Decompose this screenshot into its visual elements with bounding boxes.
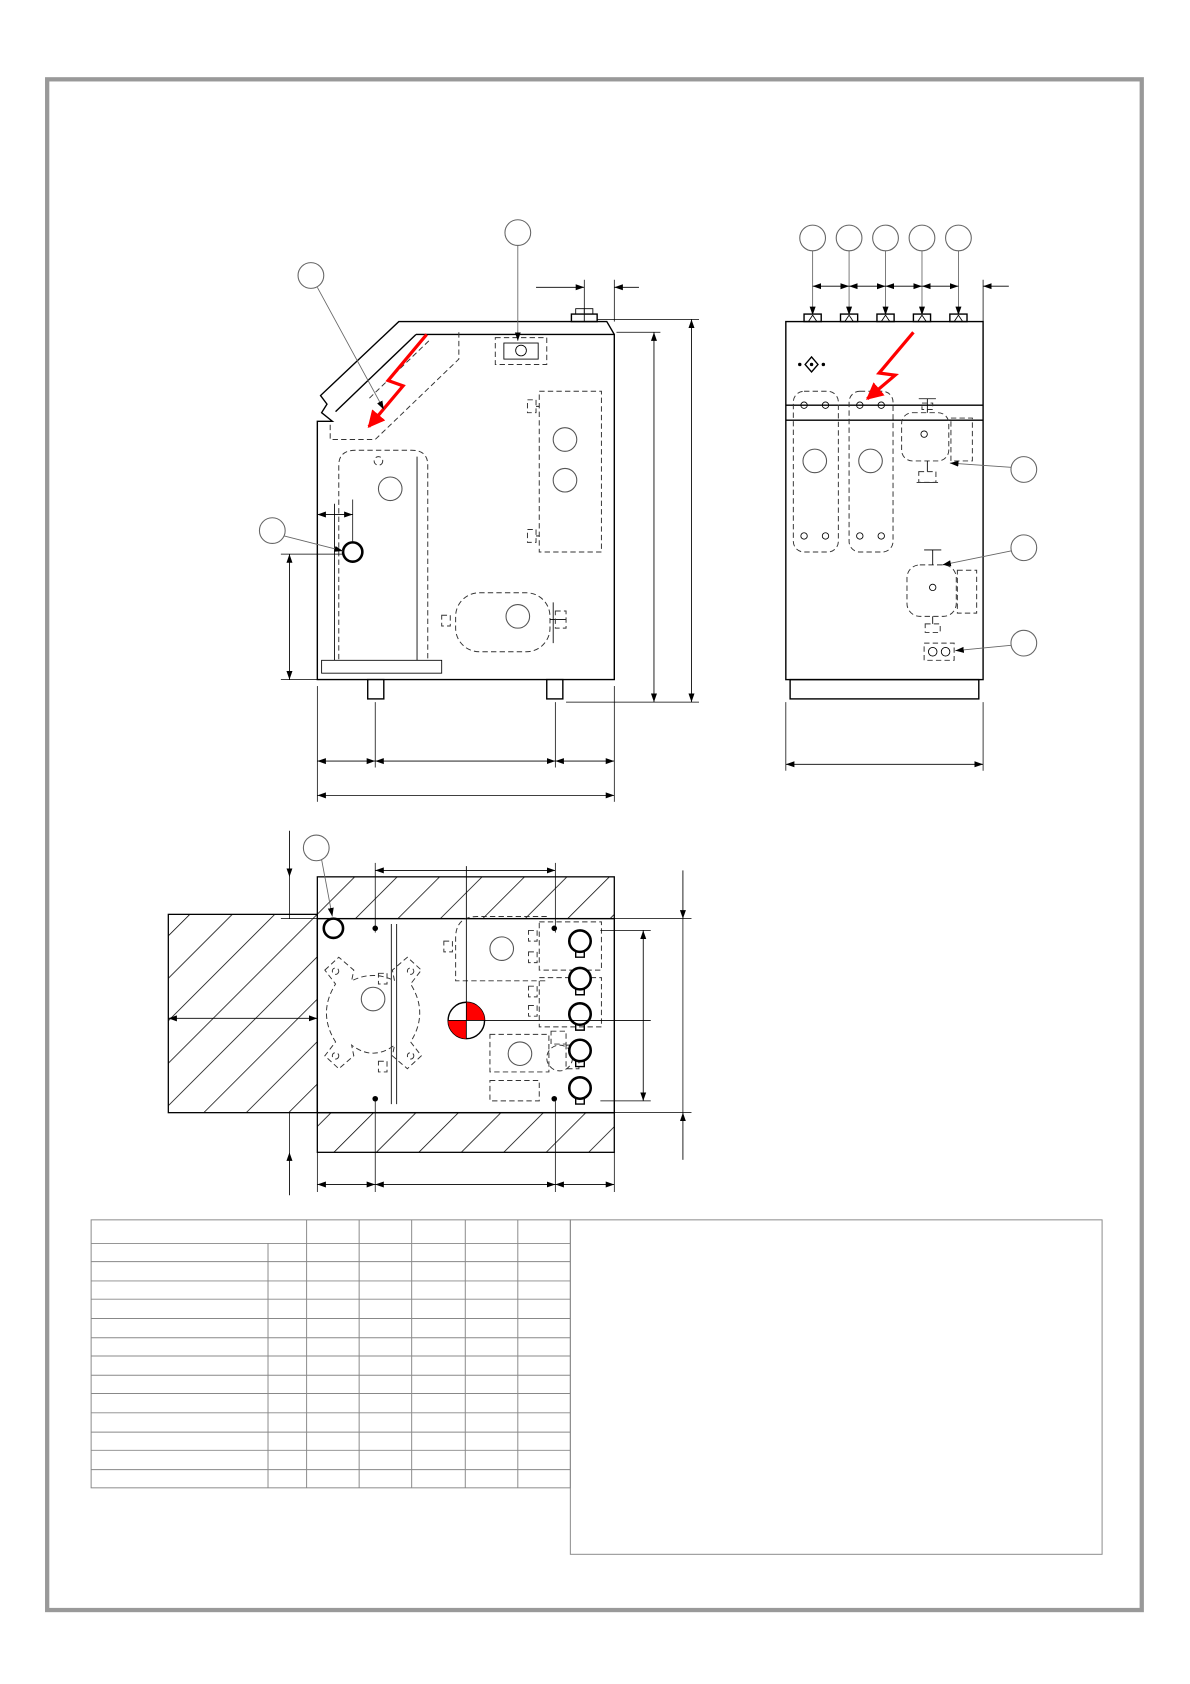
foot-left: [368, 680, 384, 699]
foot-point: [551, 1096, 557, 1102]
connection-5: [950, 314, 967, 322]
balloon-icon: [505, 220, 531, 246]
connection-1: [804, 314, 821, 322]
top-connections: [804, 314, 967, 322]
connection-4: [913, 314, 930, 322]
balloon-icon: [1011, 457, 1037, 483]
front-base: [790, 680, 979, 699]
foot-point: [551, 926, 557, 932]
balloon-icon: [298, 263, 324, 289]
plan-view: [168, 831, 691, 1195]
parts-table: [91, 1220, 570, 1488]
front-view: [786, 225, 1037, 771]
balloon-icon: [873, 225, 899, 251]
clearance-zone-left: [168, 914, 317, 1112]
notes-box: [570, 1220, 1102, 1554]
sheet-frame: [47, 79, 1142, 1610]
balloon-icon: [1011, 630, 1037, 656]
balloon-icon: [909, 225, 935, 251]
lift-point-marker: [343, 542, 362, 561]
flue-outlet: [324, 919, 343, 938]
side-view: [259, 220, 699, 802]
balloon-icon: [1011, 535, 1037, 561]
balloon-icon: [836, 225, 862, 251]
foot-right: [547, 680, 563, 699]
clearance-zone-top: [317, 877, 614, 919]
balloon-icon: [946, 225, 972, 251]
clearance-zone-bottom: [317, 1113, 614, 1153]
side-body-outline: [317, 322, 614, 680]
connection-2: [841, 314, 858, 322]
connection-3: [877, 314, 894, 322]
balloon-icon: [303, 835, 329, 861]
balloon-icon: [259, 518, 285, 544]
balloon-icon: [800, 225, 826, 251]
